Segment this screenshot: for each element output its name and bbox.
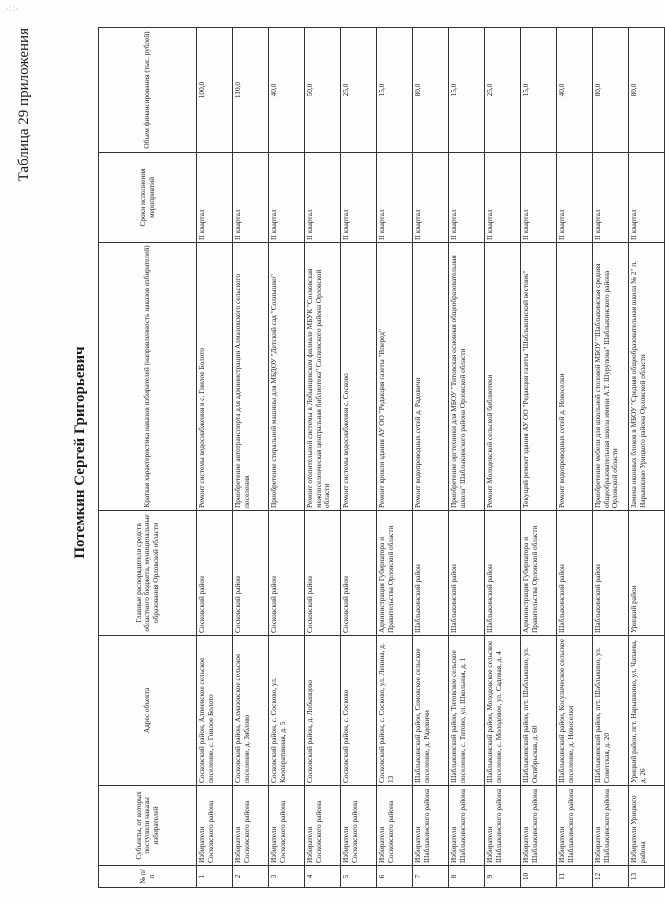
subject-cell: Избиратели Сосковского района: [305, 786, 341, 866]
description-cell: Текущий ремонт здания АУ ОО "Редакция газеты "Шаблыкинский вестник": [521, 243, 557, 511]
table-body: [197, 28, 665, 888]
page-title: Потемкин Сергей Григорьевич: [72, 346, 88, 559]
amount-cell: 80,0: [593, 28, 629, 153]
amount-cell: 110,0: [233, 28, 269, 153]
amount-cell: 80,0: [413, 28, 449, 153]
column-header: Субъекты, от которых поступили наказы избирателей: [99, 786, 197, 866]
address-cell: Сосковский район, с. Сосково, ул. Ленина, д. 13: [377, 636, 413, 786]
address-cell: Сосковский район, Алпеевское сельское поселение, с. Гнилое Болото: [197, 636, 233, 786]
column-header: Сроки исполнения мероприятий: [99, 153, 197, 243]
row-number: 5: [341, 866, 377, 888]
row-number: 6: [377, 866, 413, 888]
address-cell: Шаблыкинский район, Молодовское сельское поселение, с. Молодовое, ул. Садовая, д. 4: [485, 636, 521, 786]
description-cell: Ремонт Молодовской сельской библиотеки: [485, 243, 521, 511]
amount-cell: 40,0: [557, 28, 593, 153]
term-cell: II квартал: [629, 153, 665, 243]
description-cell: Ремонт системы водоснабжения с. Сосково: [341, 243, 377, 511]
row-number: 8: [449, 866, 485, 888]
table-row: [269, 28, 305, 888]
manager-cell: Шаблыкинский район: [485, 511, 521, 636]
address-cell: Сосковский район, с. Сосково, ул. Кооперативная, д. 5: [269, 636, 305, 786]
address-cell: Шаблыкинский район, пгт. Шаблыкино, ул. Октябрьская, д. 60: [521, 636, 557, 786]
manager-cell: Администрация Губернатора и Правительства Орловской области: [521, 511, 557, 636]
manager-cell: Сосковский район: [269, 511, 305, 636]
address-cell: Сосковский район, д. Лобынцево: [305, 636, 341, 786]
amount-cell: 50,0: [305, 28, 341, 153]
subject-cell: Избиратели Сосковского района: [197, 786, 233, 866]
subject-cell: Избиратели Урицкого района: [629, 786, 665, 866]
term-cell: II квартал: [557, 153, 593, 243]
row-number: 1: [197, 866, 233, 888]
manager-cell: Шаблыкинский район: [557, 511, 593, 636]
amount-cell: 25,0: [485, 28, 521, 153]
subject-cell: Избиратели Сосковского района: [341, 786, 377, 866]
subject-cell: Избиратели Шаблыкинского района: [449, 786, 485, 866]
description-cell: Приобретение мебели для школьной столовой МБОУ "Шаблыкинская средняя общеобразовательная школа имени А.Т. Шурупова" Шаблыкинского района Орловской области: [593, 243, 629, 511]
manager-cell: Сосковский район: [233, 511, 269, 636]
term-cell: II квартал: [305, 153, 341, 243]
amount-cell: 40,0: [269, 28, 305, 153]
description-cell: Ремонт водопроводных сетей д. Новоселки: [557, 243, 593, 511]
term-cell: II квартал: [341, 153, 377, 243]
address-cell: Урицкий район, пгт. Нарышкино, ул. Чапаева, д. 26: [629, 636, 665, 786]
amount-cell: 15,0: [377, 28, 413, 153]
address-cell: Шаблыкинский район, Косулическое сельское поселение, д. Новоселки: [557, 636, 593, 786]
subject-cell: Избиратели Шаблыкинского района: [593, 786, 629, 866]
column-header: Краткая характеристика наказов избирателей (направленность наказов избирателей): [99, 243, 197, 511]
term-cell: II квартал: [593, 153, 629, 243]
table-row: [305, 28, 341, 888]
row-number: 13: [629, 866, 665, 888]
amount-cell: 15,0: [521, 28, 557, 153]
manager-cell: Урицкий район: [629, 511, 665, 636]
subject-cell: Избиратели Сосковского района: [269, 786, 305, 866]
table-row: [629, 28, 665, 888]
amount-cell: 100,0: [197, 28, 233, 153]
table-row: [557, 28, 593, 888]
manager-cell: Шаблыкинский район: [593, 511, 629, 636]
term-cell: II квартал: [197, 153, 233, 243]
manager-cell: Сосковский район: [341, 511, 377, 636]
description-cell: Ремонт водопроводных сетей д. Радовичи: [413, 243, 449, 511]
address-cell: Шаблыкинский район, Сомовское сельское поселение, д. Радовичи: [413, 636, 449, 786]
table-row: [377, 28, 413, 888]
term-cell: II квартал: [233, 153, 269, 243]
column-header: Адрес объекта: [99, 636, 197, 786]
term-cell: II квартал: [485, 153, 521, 243]
manager-cell: Сосковский район: [197, 511, 233, 636]
description-cell: Ремонт отопительной системы в Лобынцевском филиале МБУК "Сосковская межпоселенческая центральная библиотека" Сосковского района Орловской области: [305, 243, 341, 511]
address-cell: Шаблыкинский район, пгт. Шаблыкино, ул. Советская, д. 20: [593, 636, 629, 786]
address-cell: Сосковский район, Алмазовское сельское поселение, д. Зяблово: [233, 636, 269, 786]
description-cell: Приобретение автотранспорта для администрации Алмазовского сельского поселения: [233, 243, 269, 511]
subject-cell: Избиратели Сосковского района: [233, 786, 269, 866]
row-number: 2: [233, 866, 269, 888]
term-cell: II квартал: [269, 153, 305, 243]
table-row: [341, 28, 377, 888]
term-cell: II квартал: [377, 153, 413, 243]
description-cell: Замена оконных блоков в МБОУ "Средняя общеобразовательная школа № 2" п. Нарышкино Урицкого района Орловской области: [629, 243, 665, 511]
description-cell: Ремонт кровли здания АУ ОО "Редакция газеты "Вперед": [377, 243, 413, 511]
row-number: 9: [485, 866, 521, 888]
page-corner-mark: ·: :·: [6, 4, 18, 13]
column-header: Объем финансирования (тыс. рублей): [99, 28, 197, 153]
amount-cell: 15,0: [449, 28, 485, 153]
table-row: [521, 28, 557, 888]
column-header: Главные распорядители средств областного бюджета, муниципальные образования Орловской области: [99, 511, 197, 636]
row-number: 12: [593, 866, 629, 888]
column-header: № п/п: [99, 866, 197, 888]
description-cell: Ремонт системы водоснабжения в с. Гнилое Болото: [197, 243, 233, 511]
subject-cell: Избиратели Шаблыкинского района: [557, 786, 593, 866]
table-header: [99, 28, 197, 888]
description-cell: Приобретение стиральной машины для МБДОУ "Детский сад "Солнышко": [269, 243, 305, 511]
subject-cell: Избиратели Шаблыкинского района: [485, 786, 521, 866]
manager-cell: Шаблыкинский район: [449, 511, 485, 636]
row-number: 4: [305, 866, 341, 888]
row-number: 3: [269, 866, 305, 888]
amount-cell: 80,0: [629, 28, 665, 153]
term-cell: II квартал: [449, 153, 485, 243]
orders-table: [98, 27, 665, 888]
manager-cell: Администрация Губернатора и Правительства Орловской области: [377, 511, 413, 636]
row-number: 11: [557, 866, 593, 888]
table-row: [197, 28, 233, 888]
description-cell: Приобретение оргтехники для МБОУ "Титовская основная общеобразовательная школа" Шаблыкинского района Орловской области: [449, 243, 485, 511]
table-row: [485, 28, 521, 888]
table-row: [413, 28, 449, 888]
manager-cell: Шаблыкинский район: [413, 511, 449, 636]
manager-cell: Сосковский район: [305, 511, 341, 636]
address-cell: Шаблыкинский район, Титовское сельское поселение, с. Титово, ул. Школьная, д. 1: [449, 636, 485, 786]
subject-cell: Избиратели Шаблыкинского района: [413, 786, 449, 866]
term-cell: II квартал: [413, 153, 449, 243]
table-row: [449, 28, 485, 888]
term-cell: II квартал: [521, 153, 557, 243]
subject-cell: Избиратели Сосковского района: [377, 786, 413, 866]
table-row: [593, 28, 629, 888]
subject-cell: Избиратели Шаблыкинского района: [521, 786, 557, 866]
row-number: 10: [521, 866, 557, 888]
table-row: [233, 28, 269, 888]
amount-cell: 25,0: [341, 28, 377, 153]
address-cell: Сосковский район, с. Сосково: [341, 636, 377, 786]
table-label: Таблица 29 приложения: [16, 28, 32, 182]
row-number: 7: [413, 866, 449, 888]
